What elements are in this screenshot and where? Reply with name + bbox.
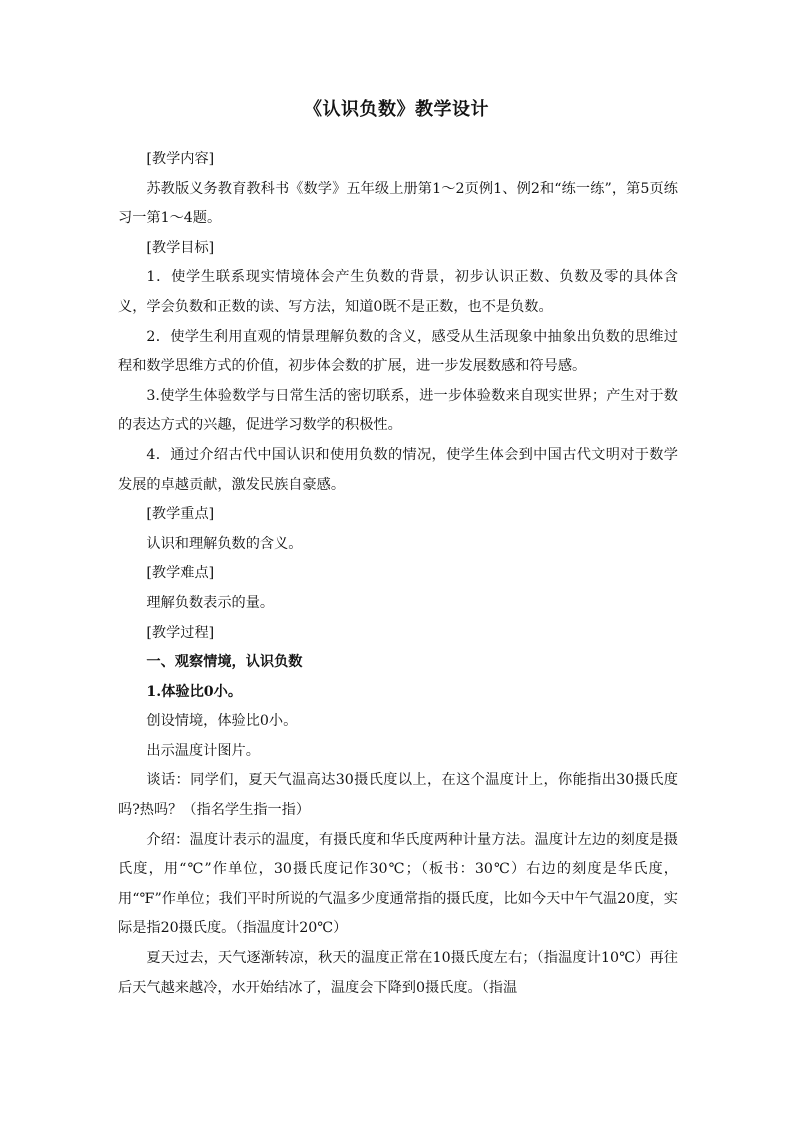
paragraph-difficulties-text: 理解负数表示的量。	[146, 594, 275, 611]
paragraph-goal-1: 1．使学生联系现实情境体会产生负数的背景，初步认识正数、负数及零的具体含义，学会负数和正数的读、写方法，知道0既不是正数，也不是负数。	[118, 269, 678, 315]
paragraph-process-1: 创设情境，体验比0小。	[146, 713, 298, 730]
paragraph-process-4: 介绍：温度计表示的温度，有摄氏度和华氏度两种计量方法。温度计左边的刻度是摄氏度，用“℃”作单位，30摄氏度记作30℃；（板书：30℃）右边的刻度是华氏度，用“℉”作单位；我们平时所说的气温多少度通常指的摄氏度，比如今天中午气温20度，实际是指20摄氏度。（指温度计20℃）	[118, 831, 678, 937]
paragraph-section-header-goals: [教学目标]	[146, 239, 215, 256]
paragraph-key-points-text: 认识和理解负数的含义。	[146, 535, 303, 552]
paragraph-goal-2: 2．使学生利用直观的情景理解负数的含义，感受从生活现象中抽象出负数的思维过程和数学思维方式的价值，初步体会数的扩展，进一步发展数感和符号感。	[118, 328, 678, 375]
paragraph-section-header-content: [教学内容]	[146, 151, 215, 167]
paragraph-goal-3: 3.使学生体验数学与日常生活的密切联系，进一步体验数来自现实世界；产生对于数的表达方式的兴趣，促进学习数学的积极性。	[118, 387, 678, 434]
paragraph-goal-4: 4．通过介绍古代中国认识和使用负数的情况，使学生体会到中国古代文明对于数学发展的卓越贡献，激发民族自豪感。	[118, 446, 678, 493]
paragraph-section-header-process: [教学过程]	[146, 624, 215, 641]
paragraph-section-header-key-points: [教学重点]	[146, 506, 215, 523]
document-title: 《认识负数》教学设计	[304, 99, 489, 120]
paragraph-content-text: 苏教版义务教育教科书《数学》五年级上册第1～2页例1、例2和“练一练”，第5页练习一第1～4题。	[118, 180, 678, 227]
paragraph-subheading-1: 1.体验比0小。	[146, 683, 243, 700]
paragraph-section-header-difficulties: [教学难点]	[146, 565, 215, 582]
paragraph-heading-part-1: 一、观察情境，认识负数	[146, 654, 303, 671]
paragraph-process-2: 出示温度计图片。	[146, 742, 260, 759]
document-body	[118, 145, 678, 1003]
paragraph-process-5: 夏天过去，天气逐渐转凉，秋天的温度正常在10摄氏度左右；（指温度计10℃）再往后天气越来越冷，水开始结冰了，温度会下降到0摄氏度。（指温	[118, 950, 678, 996]
paragraph-process-3: 谈话：同学们，夏天气温高达30摄氏度以上，在这个温度计上，你能指出30摄氏度吗?热吗？（指名学生指一指）	[118, 772, 678, 819]
